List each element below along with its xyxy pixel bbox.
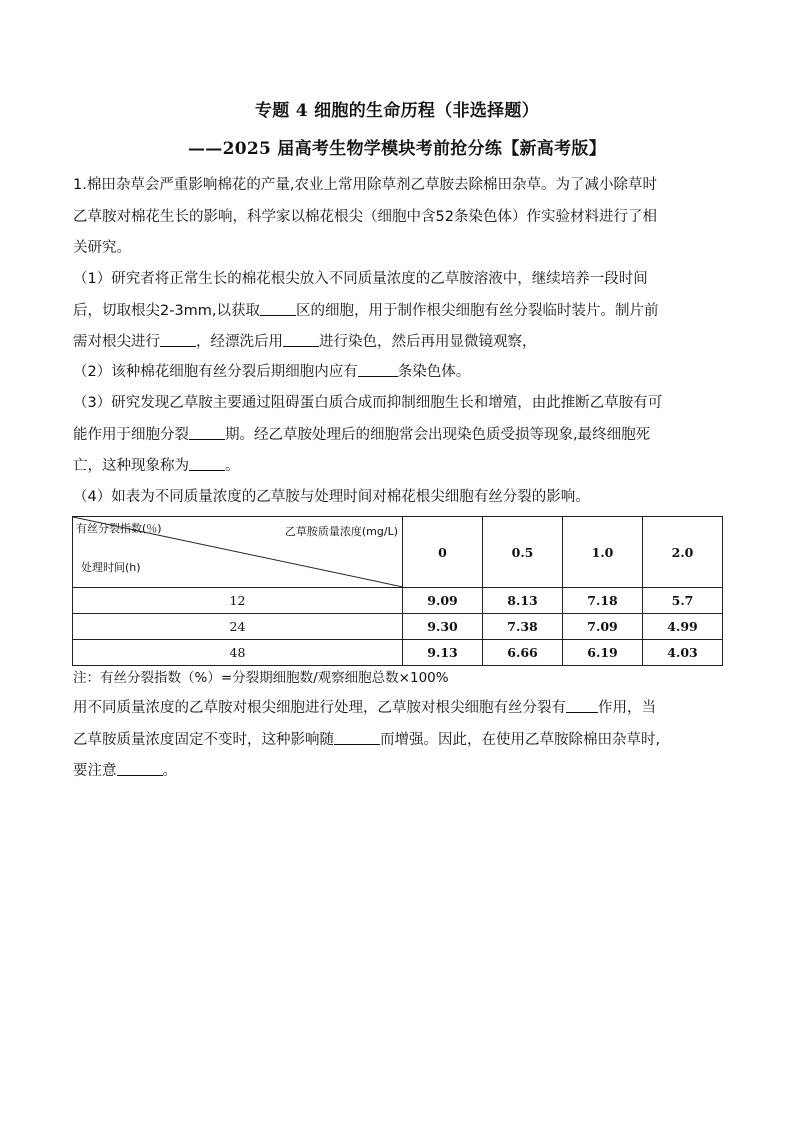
intro-line: 关研究。 bbox=[73, 240, 131, 256]
part3-text: 能作用于细胞分裂 bbox=[73, 426, 189, 443]
table-cell: 7.38 bbox=[483, 614, 563, 640]
table-cell: 8.13 bbox=[483, 588, 563, 614]
conclusion-text: 要注意 bbox=[73, 763, 117, 779]
intro-line: 1.棉田杂草会严重影响棉花的产量,农业上常用除草剂乙草胺去除棉田杂草。为了减小除草时 bbox=[73, 177, 657, 193]
corner-label-right: 乙草胺质量浓度(mg/L) bbox=[284, 525, 398, 538]
table-column-header: 1.0 bbox=[563, 517, 643, 588]
document-title: 专题 4 细胞的生命历程（非选择题） bbox=[254, 101, 540, 121]
part1-line: （1）研究者将正常生长的棉花根尖放入不同质量浓度的乙草胺溶液中，继续培养一段时间 bbox=[73, 271, 648, 287]
question-part-3 bbox=[73, 388, 725, 483]
table-cell: 4.99 bbox=[643, 614, 723, 640]
part1-line bbox=[73, 296, 725, 328]
conclusion-line bbox=[73, 756, 725, 788]
part1-text: ，经漂洗后用 bbox=[196, 334, 283, 350]
conclusion-text: 。 bbox=[162, 763, 177, 779]
table-cell: 6.66 bbox=[483, 640, 563, 666]
table-cell: 9.13 bbox=[403, 640, 483, 666]
table-column-header: 2.0 bbox=[643, 517, 723, 588]
question-conclusion bbox=[73, 693, 725, 788]
table-row-header: 24 bbox=[73, 614, 403, 640]
part1-text: 区的细胞，用于制作根尖细胞有丝分裂临时装片。制片前 bbox=[296, 302, 659, 319]
conclusion-text: 用不同质量浓度的乙草胺对根尖细胞进行处理，乙草胺对根尖细胞有丝分裂有 bbox=[73, 700, 566, 716]
answer-blank[interactable] bbox=[160, 332, 196, 347]
answer-blank[interactable] bbox=[334, 730, 380, 745]
conclusion-line bbox=[73, 725, 725, 757]
part3-line: （3）研究发现乙草胺主要通过阻碍蛋白质合成而抑制细胞生长和增殖，由此推断乙草胺有可 bbox=[73, 395, 663, 411]
table-note: 注：有丝分裂指数（%）=分裂期细胞数/观察细胞总数×100% bbox=[73, 670, 449, 686]
table-row bbox=[73, 588, 723, 614]
table-cell: 7.09 bbox=[563, 614, 643, 640]
table-row-header: 12 bbox=[73, 588, 403, 614]
answer-blank[interactable] bbox=[189, 456, 225, 471]
part1-text: 后，切取根尖2-3mm,以获取 bbox=[73, 302, 261, 319]
table-column-header: 0 bbox=[403, 517, 483, 588]
table-cell: 6.19 bbox=[563, 640, 643, 666]
conclusion-text: 作用，当 bbox=[598, 700, 656, 716]
part1-text: 进行染色，然后再用显微镜观察， bbox=[319, 334, 537, 350]
table-cell: 9.09 bbox=[403, 588, 483, 614]
intro-line: 乙草胺对棉花生长的影响，科学家以棉花根尖（细胞中含52条染色体）作实验材料进行了相 bbox=[73, 208, 657, 225]
question-part-1 bbox=[73, 264, 725, 359]
question-part-2 bbox=[73, 357, 725, 389]
table-row-header: 48 bbox=[73, 640, 403, 666]
table-header-row bbox=[73, 517, 723, 588]
table-cell: 7.18 bbox=[563, 588, 643, 614]
answer-blank[interactable] bbox=[260, 301, 296, 316]
table-corner-cell bbox=[73, 517, 403, 588]
conclusion-text: 乙草胺质量浓度固定不变时，这种影响随 bbox=[73, 731, 334, 748]
part1-text: 需对根尖进行 bbox=[73, 334, 160, 350]
table-row bbox=[73, 640, 723, 666]
table-cell: 9.30 bbox=[403, 614, 483, 640]
answer-blank[interactable] bbox=[283, 332, 319, 347]
data-table bbox=[72, 516, 723, 666]
table-cell: 4.03 bbox=[643, 640, 723, 666]
part2-line bbox=[73, 357, 725, 389]
question-part-4 bbox=[73, 482, 725, 514]
document-subtitle: ——2025 届高考生物学模块考前抢分练【新高考版】 bbox=[187, 139, 607, 159]
answer-blank[interactable] bbox=[566, 698, 598, 713]
table-column-header: 0.5 bbox=[483, 517, 563, 588]
answer-blank[interactable] bbox=[117, 761, 163, 776]
answer-blank[interactable] bbox=[358, 362, 398, 377]
corner-label-bottom: 处理时间(h) bbox=[81, 561, 141, 574]
part3-text: 期。经乙草胺处理后的细胞常会出现染色质受损等现象,最终细胞死 bbox=[225, 426, 651, 443]
question-intro bbox=[73, 170, 725, 265]
table-row bbox=[73, 614, 723, 640]
part1-line bbox=[73, 327, 725, 359]
part2-text: 条染色体。 bbox=[397, 364, 471, 380]
part3-text: 亡，这种现象称为 bbox=[73, 458, 189, 474]
table-cell: 5.7 bbox=[643, 588, 723, 614]
part2-text: （2）该种棉花细胞有丝分裂后期细胞内应有 bbox=[73, 364, 358, 380]
answer-blank[interactable] bbox=[189, 425, 225, 440]
conclusion-line bbox=[73, 693, 725, 725]
part3-line bbox=[73, 420, 725, 452]
part4-line: （4）如表为不同质量浓度的乙草胺与处理时间对棉花根尖细胞有丝分裂的影响。 bbox=[73, 489, 590, 505]
part3-text: 。 bbox=[225, 458, 240, 474]
part3-line bbox=[73, 451, 725, 483]
conclusion-text: 而增强。因此，在使用乙草胺除棉田杂草时, bbox=[380, 731, 661, 748]
corner-label-top: 有丝分裂指数(％) bbox=[76, 522, 162, 535]
